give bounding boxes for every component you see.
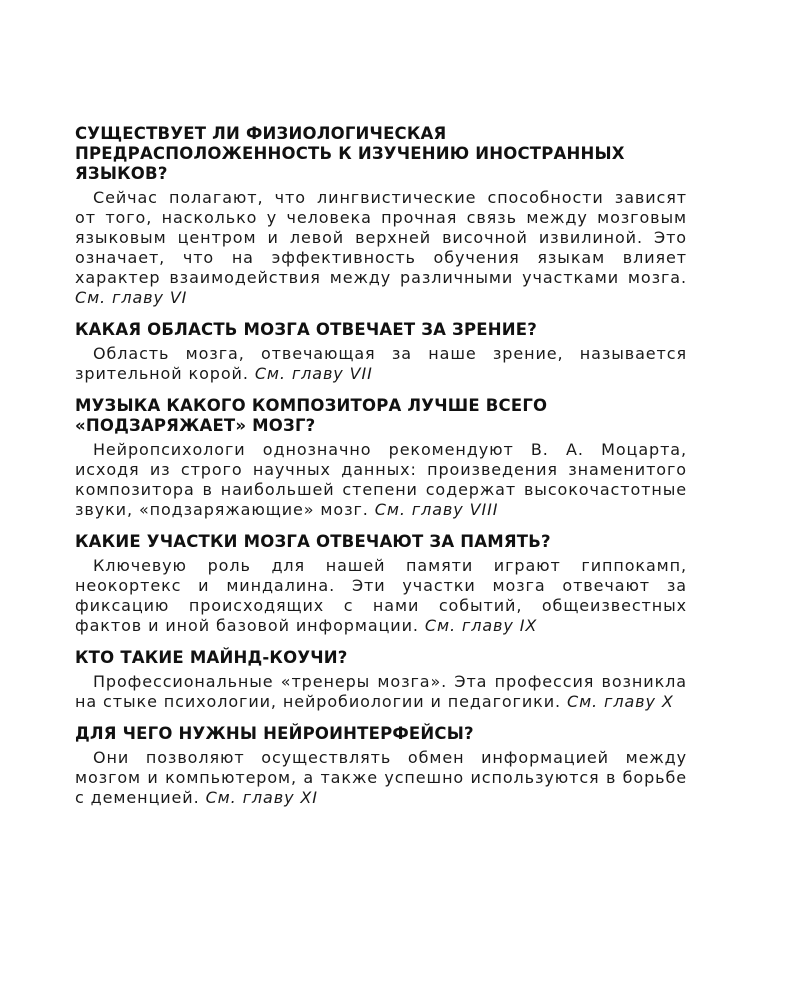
answer-text: Профессиональные «тренеры мозга». Эта профессия возникла на стыке психологии, нейробиологии и педагогики. xyxy=(75,672,687,711)
answer-text: Ключевую роль для нашей памяти играют гиппокамп, неокортекс и миндалина. Эти участки мозга отвечают за фиксацию происходящих с нами событий, общеизвестных фактов и иной базовой информации. xyxy=(75,556,687,635)
faq-item-memory xyxy=(75,532,687,636)
faq-item-vision xyxy=(75,320,687,384)
question-heading: КАКИЕ УЧАСТКИ МОЗГА ОТВЕЧАЮТ ЗА ПАМЯТЬ? xyxy=(75,532,551,551)
answer-paragraph xyxy=(75,344,687,384)
answer-paragraph xyxy=(75,440,687,520)
chapter-reference: См. главу VII xyxy=(254,364,373,383)
chapter-reference: См. главу VIII xyxy=(374,500,499,519)
question-heading: СУЩЕСТВУЕТ ЛИ ФИЗИОЛОГИЧЕСКАЯ ПРЕДРАСПОЛОЖЕННОСТЬ К ИЗУЧЕНИЮ ИНОСТРАННЫХ ЯЗЫКОВ? xyxy=(75,124,625,183)
question-heading: ДЛЯ ЧЕГО НУЖНЫ НЕЙРОИНТЕРФЕЙСЫ? xyxy=(75,724,474,743)
question-heading: КАКАЯ ОБЛАСТЬ МОЗГА ОТВЕЧАЕТ ЗА ЗРЕНИЕ? xyxy=(75,320,538,339)
answer-text: Нейропсихологи однозначно рекомендуют В. А. Моцарта, исходя из строго научных данных: произведения знаменитого композитора в наибольшей степени содержат высокочастотные звуки, «подзаряжающие» мозг. xyxy=(75,440,687,519)
faq-item-neurointerfaces xyxy=(75,724,687,808)
faq-page xyxy=(75,124,687,820)
answer-text: Область мозга, отвечающая за наше зрение, называется зрительной корой. xyxy=(75,344,687,383)
question-heading: МУЗЫКА КАКОГО КОМПОЗИТОРА ЛУЧШЕ ВСЕГО «ПОДЗАРЯЖАЕТ» МОЗГ? xyxy=(75,396,548,435)
answer-paragraph xyxy=(75,556,687,636)
chapter-reference: См. главу XI xyxy=(205,788,318,807)
answer-paragraph xyxy=(75,748,687,808)
chapter-reference: См. главу X xyxy=(567,692,674,711)
answer-text: Сейчас полагают, что лингвистические способности зависят от того, насколько у человека прочная связь между мозговым языковым центром и левой верхней височной извилиной. Это означает, что на эффективность обучения языкам влияет характер взаимодействия между различными участками мозга. xyxy=(75,188,687,287)
answer-paragraph xyxy=(75,672,687,712)
answer-paragraph xyxy=(75,188,687,308)
chapter-reference: См. главу IX xyxy=(424,616,538,635)
faq-item-mind-coaches xyxy=(75,648,687,712)
faq-item-music xyxy=(75,396,687,520)
question-heading: КТО ТАКИЕ МАЙНД-КОУЧИ? xyxy=(75,648,348,667)
answer-text: Они позволяют осуществлять обмен информацией между мозгом и компьютером, а также успешно используются в борьбе с деменцией. xyxy=(75,748,687,807)
faq-item-languages xyxy=(75,124,687,308)
chapter-reference: См. главу VI xyxy=(75,288,188,307)
